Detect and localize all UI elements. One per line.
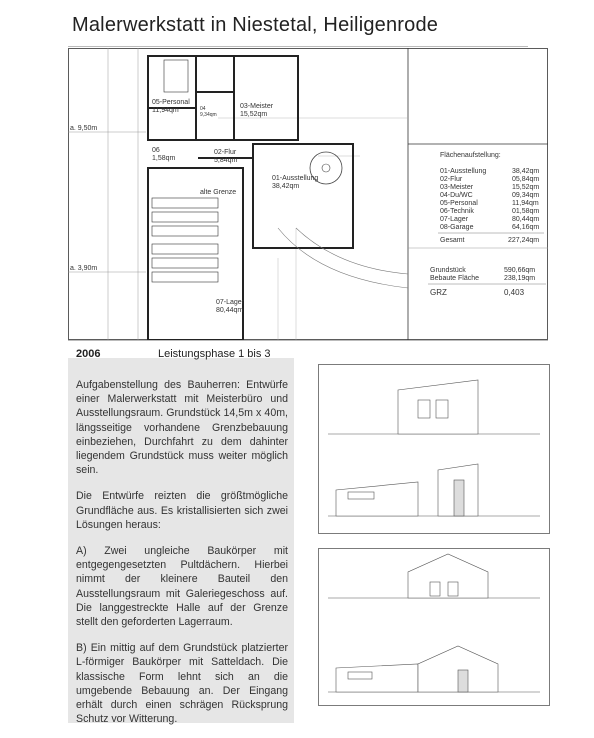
area-row-value: 09,34qm (512, 192, 540, 199)
area-row-value: 11,94qm (512, 200, 539, 207)
elevation-drawing-b (318, 548, 550, 706)
area-row-value: 38,42qm (512, 168, 540, 175)
area-row-value: 05,84qm (512, 176, 540, 183)
project-year: 2006 (76, 348, 101, 360)
area-row-label: 04-Du/WC (440, 192, 473, 199)
areas-total-label: Gesamt (440, 237, 465, 244)
floor-plan (68, 48, 548, 340)
bebaut-value: 238,19qm (504, 275, 536, 282)
room-area-lager: 80,44qm (216, 307, 244, 314)
areas-total-value: 227,24qm (508, 237, 540, 244)
room-label-wc: 04 (200, 106, 206, 112)
alte-grenze-label: alte Grenze (200, 189, 237, 196)
grundstueck-value: 590,66qm (504, 267, 536, 274)
area-row-label: 03-Meister (440, 184, 474, 191)
room-label-ausstellung: 01-Ausstellung (272, 175, 319, 182)
area-row-label: 01-Ausstellung (440, 168, 487, 175)
description (76, 378, 288, 738)
room-area-flur: 5,84qm (214, 157, 238, 164)
area-row-label: 07-Lager (440, 216, 469, 223)
area-row-label: 08-Garage (440, 224, 474, 231)
grz-label: GRZ (430, 288, 447, 297)
area-row-label: 06-Technik (440, 208, 474, 215)
room-area-technik: 1,58qm (152, 155, 176, 162)
room-label-meister: 03-Meister (240, 103, 274, 110)
paragraph: B) Ein mittig auf dem Grundstück platzierter L-förmiger Baukörper mit Satteldach. Die klassische Form lehnt sich an die umgebende Bebauung an. Der Eingang erhält durch einen schrägen Rücksprung Schutz vor Witterung. (76, 642, 288, 726)
area-row-value: 01,58qm (512, 208, 540, 215)
area-row-value: 64,16qm (512, 224, 540, 231)
grz-value: 0,403 (504, 288, 525, 297)
paragraph: A) Zwei ungleiche Baukörper mit entgegengesetzten Pultdächern. Hierbei nimmt der kleinere Bauteil den Ausstellungsraum mit Galeriegeschoss auf. Die langgestreckte Halle auf der Grenze stellt den geforderten Lagerraum. (76, 545, 288, 629)
room-area-ausstellung: 38,42qm (272, 183, 300, 190)
areas-title: Flächenaufstellung: (440, 152, 501, 159)
project-phase: Leistungsphase 1 bis 3 (158, 348, 271, 360)
plan-rule (68, 340, 548, 341)
page-title: Malerwerkstatt in Niestetal, Heiligenrode (72, 14, 439, 36)
elevation-drawing-a (318, 364, 550, 534)
dim-label-a: a. 9,50m (70, 125, 98, 132)
room-label-technik: 06 (152, 147, 160, 154)
paragraph: Die Entwürfe reizten die größtmögliche Grundfläche aus. Es kristallisierten sich zwei Lösungen heraus: (76, 490, 288, 531)
room-label-flur: 02-Flur (214, 149, 237, 156)
room-label-lager: 07-Lager (216, 299, 245, 306)
room-area-meister: 15,52qm (240, 111, 268, 118)
room-area-wc: 9,34qm (200, 112, 217, 118)
dim-label-b: a. 3,90m (70, 265, 98, 272)
area-row-label: 02-Flur (440, 176, 463, 183)
paragraph: Aufgabenstellung des Bauherren: Entwürfe einer Malerwerkstatt mit Meisterbüro und Ausstellungsraum. Grundstück 14,5m x 40m, längsseitige vorhandene Grenzbebauung einbeziehen, Durchfahrt zu dem dahinter liegendem Grundstück muss weiter möglich sein. (76, 379, 288, 477)
room-label-personal: 05-Personal (152, 99, 190, 106)
area-row-value: 80,44qm (512, 216, 540, 223)
grundstueck-label: Grundstück (430, 267, 466, 274)
title-rule (68, 46, 528, 47)
area-row-value: 15,52qm (512, 184, 540, 191)
bebaut-label: Bebaute Fläche (430, 275, 480, 282)
room-area-personal: 11,94qm (152, 107, 179, 114)
area-row-label: 05-Personal (440, 200, 478, 207)
